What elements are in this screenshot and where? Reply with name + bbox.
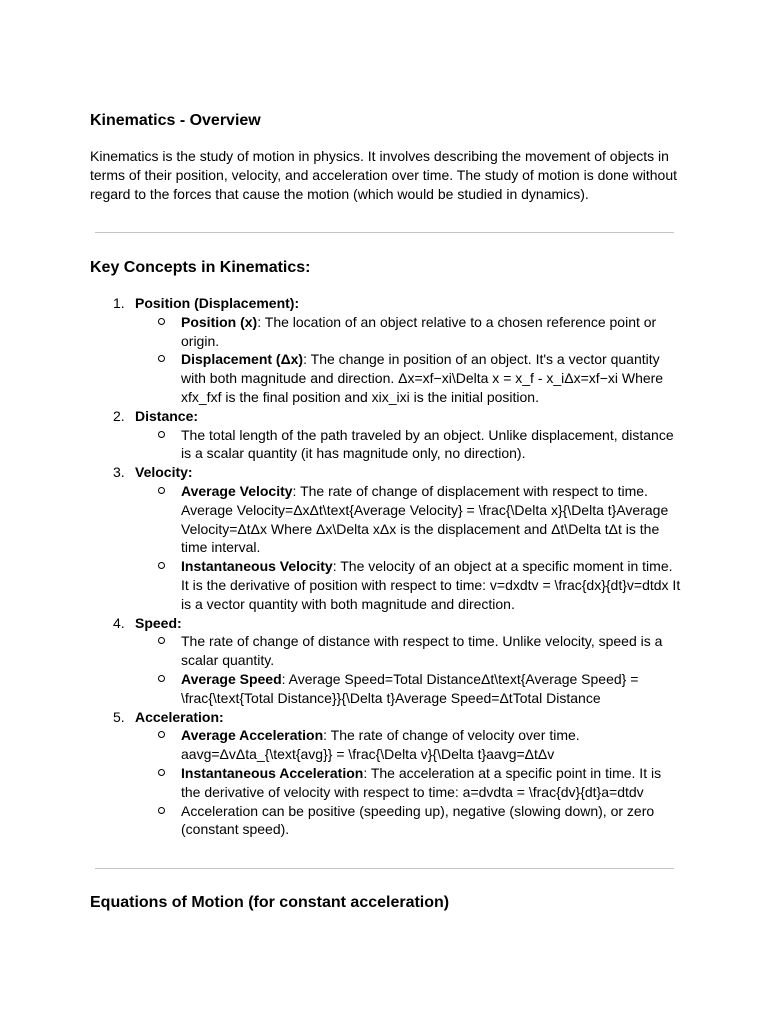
hollow-bullet-icon bbox=[158, 637, 165, 644]
sub-term: Average Speed bbox=[181, 670, 282, 687]
sub-item bbox=[135, 726, 681, 764]
concept-title: Speed: bbox=[135, 614, 182, 631]
sub-item bbox=[135, 764, 681, 802]
concept-item-speed bbox=[0, 614, 768, 708]
concept-title: Velocity: bbox=[135, 464, 193, 481]
concept-number: 2. bbox=[113, 407, 125, 424]
sub-term: Average Acceleration bbox=[181, 727, 324, 744]
concept-sublist bbox=[135, 482, 768, 614]
hollow-bullet-icon bbox=[158, 355, 165, 362]
concept-number: 5. bbox=[113, 708, 125, 725]
concept-title: Acceleration: bbox=[135, 708, 224, 725]
sub-item bbox=[135, 670, 681, 708]
sub-term: Average Velocity bbox=[181, 482, 293, 499]
sub-term: Position (x) bbox=[181, 313, 258, 330]
hollow-bullet-icon bbox=[158, 807, 165, 814]
hollow-bullet-icon bbox=[158, 769, 165, 776]
key-concepts-list bbox=[0, 294, 768, 839]
hollow-bullet-icon bbox=[158, 487, 165, 494]
concept-item-distance bbox=[0, 407, 768, 463]
sub-term: Instantaneous Acceleration bbox=[181, 764, 364, 781]
concept-sublist bbox=[135, 632, 768, 707]
concept-title: Distance: bbox=[135, 407, 199, 424]
hollow-bullet-icon bbox=[158, 675, 165, 682]
sub-item bbox=[135, 802, 681, 840]
concept-number: 3. bbox=[113, 464, 125, 481]
section-divider bbox=[95, 232, 674, 233]
overview-paragraph: Kinematics is the study of motion in physics. It involves describing the movement of objects in terms of their position, velocity, and acceleration over time. The study of motion is done without regard to the forces that cause the motion (which would be studied in dynamics). bbox=[90, 148, 677, 202]
sub-text: Acceleration can be positive (speeding up), negative (slowing down), or zero (constant speed). bbox=[181, 802, 655, 838]
concept-sublist bbox=[135, 313, 768, 407]
hollow-bullet-icon bbox=[158, 731, 165, 738]
concept-sublist bbox=[135, 426, 768, 464]
sub-text: : The velocity of an object at a specific moment in time. It is the derivative of position with respect to time: v=dxdtv = \frac{dx}{dt}v=dtdx It is a vector quantity with both magnitude and direction. bbox=[181, 558, 681, 612]
key-concepts-heading: Key Concepts in Kinematics: bbox=[90, 259, 311, 276]
hollow-bullet-icon bbox=[158, 562, 165, 569]
sub-text: : Average Speed=Total DistanceΔt\text{Average Speed} = \frac{\text{Total Distance}}{\Delta t}Average Speed=ΔtTotal Distance bbox=[181, 670, 639, 706]
concept-number: 4. bbox=[113, 614, 125, 631]
concept-item-position bbox=[0, 294, 768, 407]
sub-text: : The change in position of an object. It's a vector quantity with both magnitude and direction. Δx=xf−xi\Delta x = x_f - x_iΔx=xf−xi Where xfx_fxf is the final position and xix_ixi is the initial position. bbox=[181, 351, 664, 405]
overview-heading: Kinematics - Overview bbox=[90, 112, 261, 129]
sub-text: : The rate of change of velocity over time. aavg=ΔvΔta_{\text{avg}} = \frac{\Delta v}{\Delta t}aavg=ΔtΔv bbox=[181, 727, 580, 763]
sub-text: : The location of an object relative to a chosen reference point or origin. bbox=[181, 313, 657, 349]
concept-item-acceleration bbox=[0, 708, 768, 840]
sub-item bbox=[135, 350, 681, 406]
sub-item bbox=[135, 313, 681, 351]
sub-text: : The rate of change of displacement with respect to time. Average Velocity=ΔxΔt\text{Average Velocity} = \frac{\Delta x}{\Delta t}Average Velocity=ΔtΔx Where Δx\Delta xΔx is the displacement and Δt\Delta tΔt is the time interval. bbox=[181, 482, 669, 556]
sub-item bbox=[135, 557, 681, 613]
sub-text: The total length of the path traveled by an object. Unlike displacement, distance is a scalar quantity (it has magnitude only, no direction). bbox=[181, 426, 674, 462]
sub-item bbox=[135, 482, 681, 557]
sub-text: The rate of change of distance with respect to time. Unlike velocity, speed is a scalar quantity. bbox=[181, 633, 663, 669]
concept-number: 1. bbox=[113, 295, 125, 311]
sub-text: : The acceleration at a specific point in time. It is the derivative of velocity with respect to time: a=dvdta = \frac{dv}{dt}a=dtdv bbox=[181, 764, 662, 800]
sub-item bbox=[135, 632, 681, 670]
hollow-bullet-icon bbox=[158, 431, 165, 438]
concept-sublist bbox=[135, 726, 768, 839]
sub-term: Displacement (Δx) bbox=[181, 351, 304, 368]
section-divider bbox=[95, 868, 674, 869]
hollow-bullet-icon bbox=[158, 318, 165, 325]
concept-title: Position (Displacement): bbox=[135, 295, 300, 311]
sub-item bbox=[135, 426, 681, 464]
equations-heading: Equations of Motion (for constant acceleration) bbox=[90, 894, 450, 911]
sub-term: Instantaneous Velocity bbox=[181, 558, 333, 575]
concept-item-velocity bbox=[0, 463, 768, 613]
